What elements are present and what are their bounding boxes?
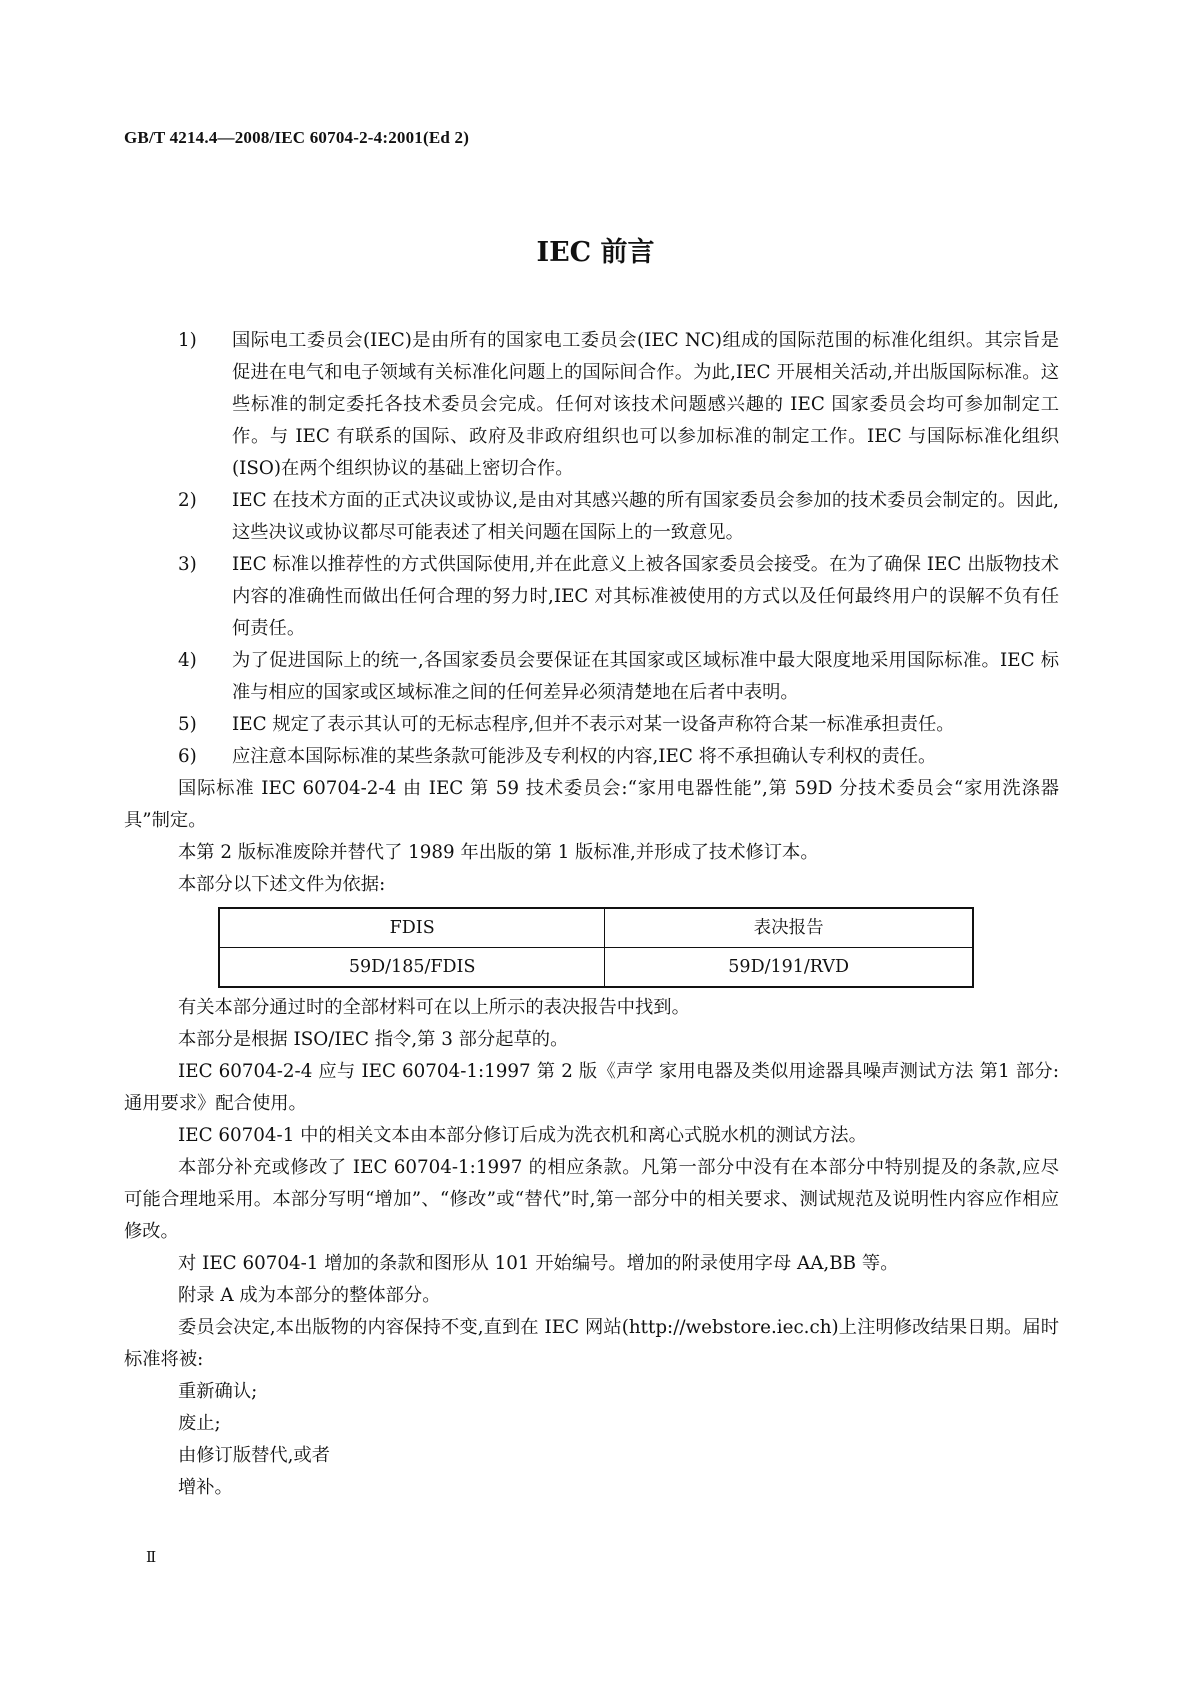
- item-number: 2): [178, 490, 197, 511]
- list-item: [124, 645, 1059, 709]
- option-reconfirmed: 重新确认;: [178, 1381, 258, 1402]
- page-title: IEC 前言: [536, 237, 655, 268]
- paragraph-supplement: 本部分补充或修改了 IEC 60704-1:1997 的相应条款。凡第一部分中没有在本部分中特别提及的条款,应尽可能合理地采用。本部分写明“增加”、“修改”或“替代”时,第一部分中的相关要求、测试规范及说明性内容应作相应修改。: [124, 1157, 1059, 1242]
- option-withdrawn: 废止;: [178, 1413, 221, 1434]
- foreword-body: [124, 325, 1059, 1504]
- document-header: GB/T 4214.4—2008/IEC 60704-2-4:2001(Ed 2): [124, 128, 470, 147]
- paragraph-numbering: 对 IEC 60704-1 增加的条款和图形从 101 开始编号。增加的附录使用字母 AA,BB 等。: [178, 1253, 899, 1274]
- item-number: 3): [178, 554, 197, 575]
- item-text: IEC 在技术方面的正式决议或协议,是由对其感兴趣的所有国家委员会参加的技术委员会制定的。因此,这些决议或协议都尽可能表述了相关问题在国际上的一致意见。: [232, 490, 1059, 543]
- option-replaced: 由修订版替代,或者: [178, 1445, 331, 1466]
- paragraph-basis: 本部分以下述文件为依据:: [178, 874, 386, 895]
- list-item: [124, 485, 1059, 549]
- table-cell: 59D/185/FDIS: [219, 948, 605, 988]
- paragraph-directives: 本部分是根据 ISO/IEC 指令,第 3 部分起草的。: [178, 1029, 569, 1050]
- item-text: 国际电工委员会(IEC)是由所有的国家电工委员会(IEC NC)组成的国际范围的标准化组织。其宗旨是促进在电气和电子领域有关标准化问题上的国际间合作。为此,IEC 开展相关活动,并出版国际标准。这些标准的制定委托各技术委员会完成。任何对该技术问题感兴趣的 IEC 国家委员会均可参加制定工作。与 IEC 有联系的国际、政府及非政府组织也可以参加标准的制定工作。IEC 与国际标准化组织(ISO)在两个组织协议的基础上密切合作。: [232, 330, 1059, 479]
- item-text: 应注意本国际标准的某些条款可能涉及专利权的内容,IEC 将不承担确认专利权的责任。: [232, 746, 937, 767]
- paragraph-edition: 本第 2 版标准废除并替代了 1989 年出版的第 1 版标准,并形成了技术修订本。: [178, 842, 819, 863]
- paragraph-maintenance: 委员会决定,本出版物的内容保持不变,直到在 IEC 网站(http://webstore.iec.ch)上注明修改结果日期。届时标准将被:: [124, 1317, 1059, 1370]
- paragraph-revision: IEC 60704-1 中的相关文本由本部分修订后成为洗衣机和离心式脱水机的测试方法。: [178, 1125, 867, 1146]
- page-number: Ⅱ: [146, 1548, 157, 1566]
- list-item: [124, 741, 1059, 773]
- item-text: 为了促进国际上的统一,各国家委员会要保证在其国家或区域标准中最大限度地采用国际标准。IEC 标准与相应的国家或区域标准之间的任何差异必须清楚地在后者中表明。: [232, 650, 1059, 703]
- table-header-cell: 表决报告: [605, 908, 973, 948]
- paragraph-usage: IEC 60704-2-4 应与 IEC 60704-1:1997 第 2 版《声学 家用电器及类似用途器具噪声测试方法 第1 部分:通用要求》配合使用。: [124, 1061, 1059, 1114]
- option-amended: 增补。: [178, 1477, 233, 1498]
- table-header-row: [219, 908, 973, 948]
- item-number: 4): [178, 650, 197, 671]
- table-header-cell: FDIS: [219, 908, 605, 948]
- item-number: 6): [178, 746, 197, 767]
- table-cell: 59D/191/RVD: [605, 948, 973, 988]
- item-text: IEC 标准以推荐性的方式供国际使用,并在此意义上被各国家委员会接受。在为了确保 IEC 出版物技术内容的准确性而做出任何合理的努力时,IEC 对其标准被使用的方式以及任何最终用户的误解不负有任何责任。: [232, 554, 1059, 639]
- paragraph-committee: 国际标准 IEC 60704-2-4 由 IEC 第 59 技术委员会:“家用电器性能”,第 59D 分技术委员会“家用洗涤器具”制定。: [124, 778, 1059, 831]
- paragraph-materials: 有关本部分通过时的全部材料可在以上所示的表决报告中找到。: [178, 997, 690, 1018]
- item-text: IEC 规定了表示其认可的无标志程序,但并不表示对某一设备声称符合某一标准承担责任。: [232, 714, 955, 735]
- item-number: 5): [178, 714, 197, 735]
- list-item: [124, 549, 1059, 645]
- table-row: [219, 948, 973, 988]
- item-number: 1): [178, 330, 197, 351]
- paragraph-annex: 附录 A 成为本部分的整体部分。: [178, 1285, 441, 1306]
- voting-table: [218, 907, 974, 988]
- list-item: [124, 709, 1059, 741]
- list-item: [124, 325, 1059, 485]
